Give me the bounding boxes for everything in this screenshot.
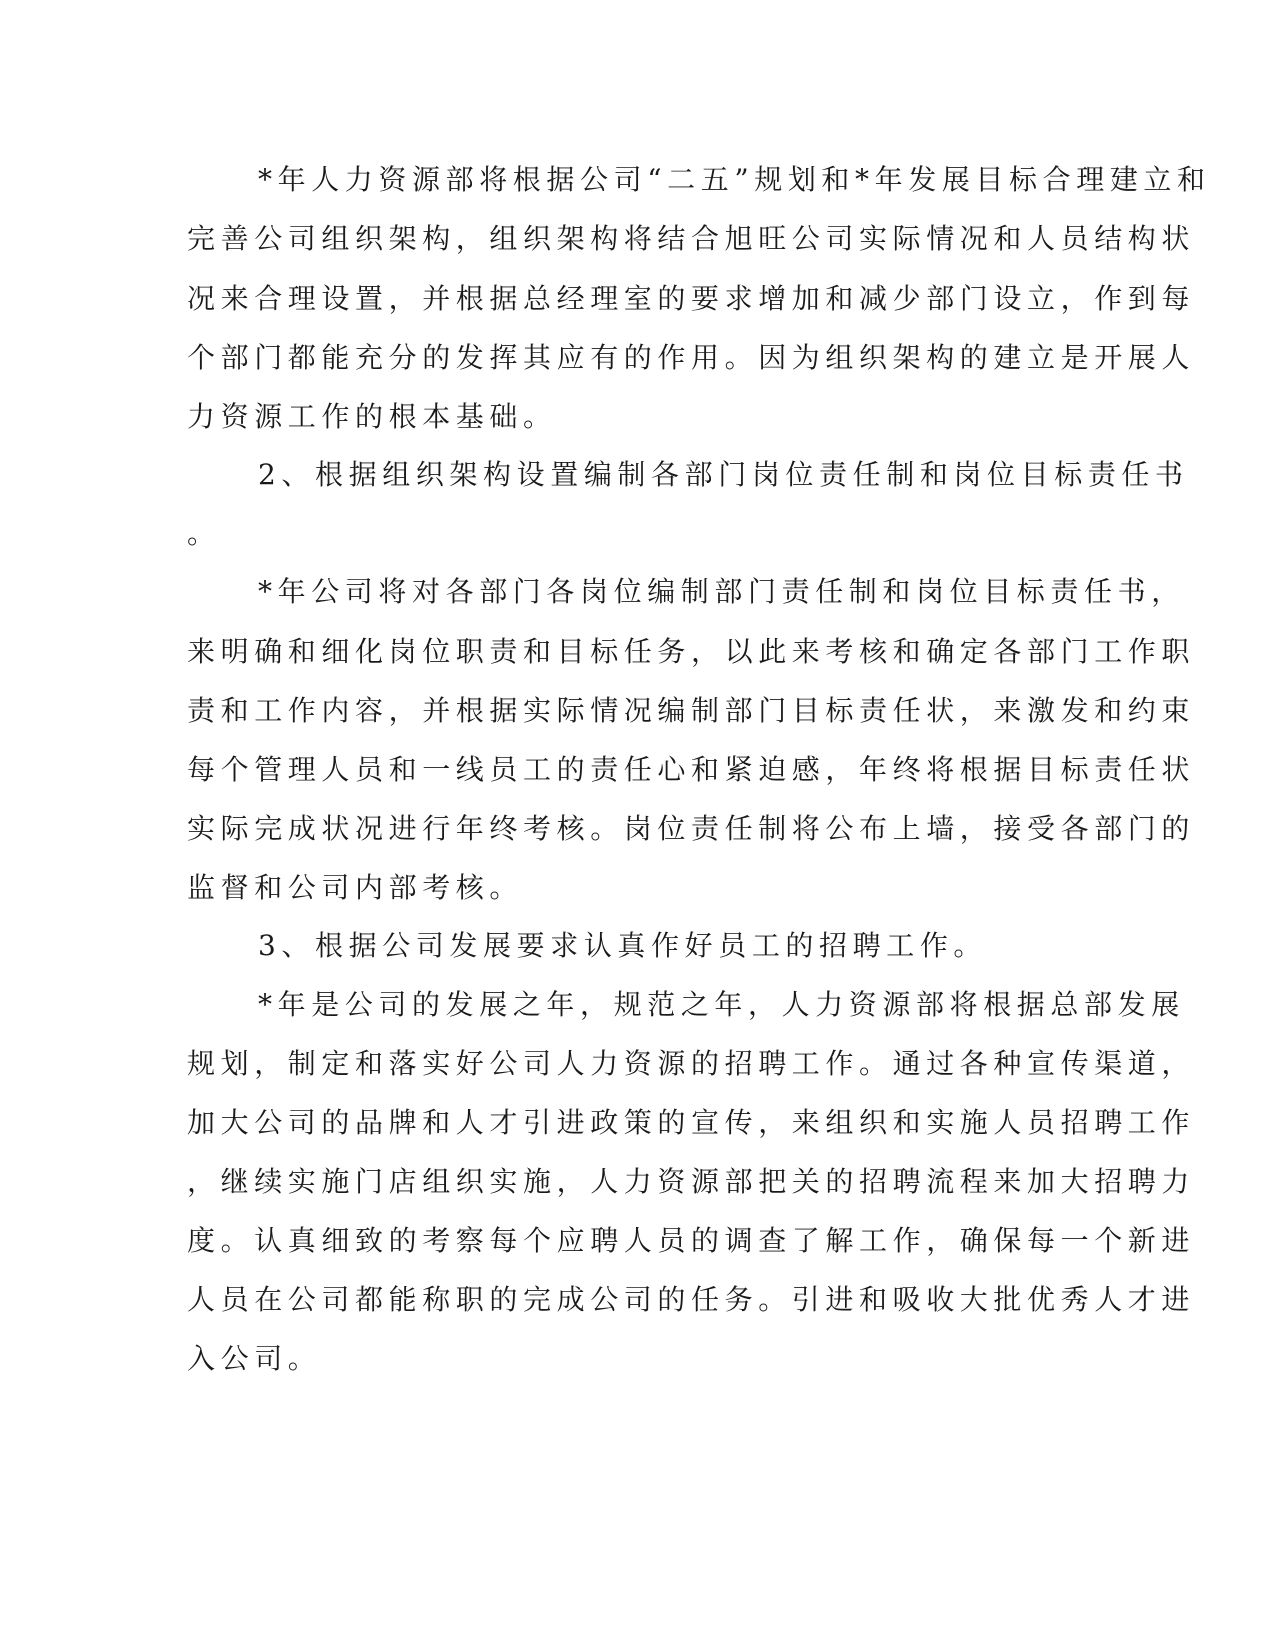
paragraph-2-line-6: 监督和公司内部考核。 bbox=[187, 871, 524, 904]
paragraph-2-line-3: 责和工作内容，并根据实际情况编制部门目标责任状，来激发和约束 bbox=[187, 694, 1196, 727]
paragraph-2-line-2: 来明确和细化岗位职责和目标任务，以此来考核和确定各部门工作职 bbox=[187, 635, 1196, 668]
paragraph-3-line-1: *年是公司的发展之年，规范之年，人力资源部将根据总部发展 bbox=[258, 988, 1185, 1021]
section-2-heading-line-1: 2、根据组织架构设置编制各部门岗位责任制和岗位目标责任书 bbox=[258, 458, 1189, 491]
section-3-heading: 3、根据公司发展要求认真作好员工的招聘工作。 bbox=[258, 929, 988, 962]
paragraph-3-line-3: 加大公司的品牌和人才引进政策的宣传，来组织和实施人员招聘工作 bbox=[187, 1106, 1196, 1139]
paragraph-2-line-1: *年公司将对各部门各岗位编制部门责任制和岗位目标责任书， bbox=[258, 575, 1185, 608]
paragraph-1-line-1: *年人力资源部将根据公司“二五”规划和*年发展目标合理建立和 bbox=[258, 163, 1211, 196]
paragraph-1-line-4: 个部门都能充分的发挥其应有的作用。因为组织架构的建立是开展人 bbox=[187, 341, 1196, 374]
paragraph-2-line-5: 实际完成状况进行年终考核。岗位责任制将公布上墙，接受各部门的 bbox=[187, 812, 1196, 845]
paragraph-3-line-7: 入公司。 bbox=[187, 1342, 322, 1375]
section-2-heading-line-2: 。 bbox=[187, 517, 221, 550]
paragraph-1-line-5: 力资源工作的根本基础。 bbox=[187, 400, 557, 433]
paragraph-3-line-4: ，继续实施门店组织实施，人力资源部把关的招聘流程来加大招聘力 bbox=[187, 1165, 1196, 1198]
paragraph-3-line-2: 规划，制定和落实好公司人力资源的招聘工作。通过各种宣传渠道， bbox=[187, 1047, 1196, 1080]
paragraph-1-line-2: 完善公司组织架构，组织架构将结合旭旺公司实际情况和人员结构状 bbox=[187, 222, 1196, 255]
paragraph-3-line-5: 度。认真细致的考察每个应聘人员的调查了解工作，确保每一个新进 bbox=[187, 1224, 1196, 1257]
paragraph-2-line-4: 每个管理人员和一线员工的责任心和紧迫感，年终将根据目标责任状 bbox=[187, 753, 1196, 786]
paragraph-3-line-6: 人员在公司都能称职的完成公司的任务。引进和吸收大批优秀人才进 bbox=[187, 1283, 1196, 1316]
paragraph-1-line-3: 况来合理设置，并根据总经理室的要求增加和减少部门设立，作到每 bbox=[187, 282, 1196, 315]
